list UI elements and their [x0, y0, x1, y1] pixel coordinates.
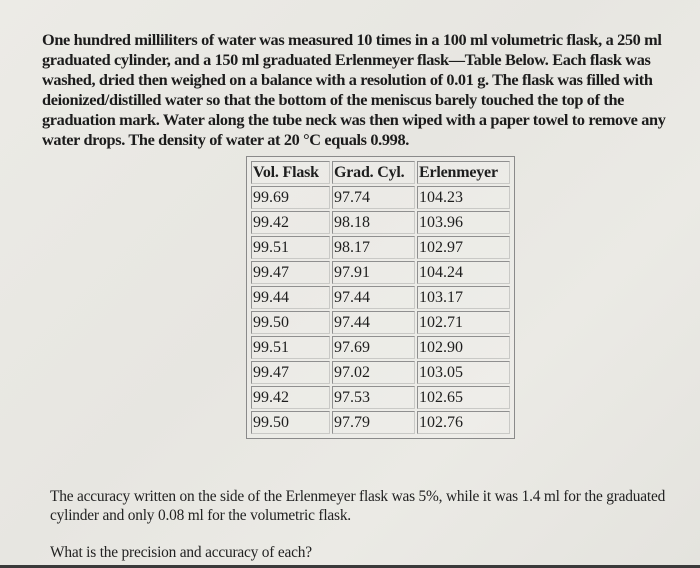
table-row	[251, 286, 510, 309]
table-row	[251, 236, 510, 259]
table-row	[251, 361, 510, 384]
table-row	[251, 261, 510, 284]
cell-erlenmeyer: 102.97	[417, 236, 510, 259]
question-paragraph: What is the precision and accuracy of each?	[50, 544, 312, 562]
cell-vol-flask: 99.69	[251, 186, 330, 209]
cell-vol-flask: 99.47	[251, 361, 330, 384]
cell-erlenmeyer: 103.05	[417, 361, 510, 384]
table-row	[251, 411, 510, 434]
cell-grad-cyl: 98.17	[332, 236, 415, 259]
intro-paragraph: One hundred milliliters of water was measured 10 times in a 100 ml volumetric flask, a 250 ml graduated cylinder, and a 150 ml graduated Erlenmeyer flask—Table Below. Each flask was washed, dried then weighed on a balance with a resolution of 0.01 g. The flask was filled with deionized/distilled water so that the bottom of the meniscus barely touched the top of the graduation mark. Water along the tube neck was then wiped with a paper towel to remove any water drops. The density of water at 20 °C equals 0.998.	[42, 30, 666, 150]
cell-erlenmeyer: 103.17	[417, 286, 510, 309]
cell-erlenmeyer: 103.96	[417, 211, 510, 234]
cell-grad-cyl: 98.18	[332, 211, 415, 234]
cell-vol-flask: 99.51	[251, 336, 330, 359]
cell-grad-cyl: 97.79	[332, 411, 415, 434]
cell-grad-cyl: 97.74	[332, 186, 415, 209]
cell-grad-cyl: 97.44	[332, 311, 415, 334]
table-row	[251, 186, 510, 209]
cell-erlenmeyer: 102.76	[417, 411, 510, 434]
cell-erlenmeyer: 102.65	[417, 386, 510, 409]
cell-vol-flask: 99.50	[251, 411, 330, 434]
cell-grad-cyl: 97.53	[332, 386, 415, 409]
cell-grad-cyl: 97.91	[332, 261, 415, 284]
table-row	[251, 211, 510, 234]
cell-vol-flask: 99.47	[251, 261, 330, 284]
cell-vol-flask: 99.42	[251, 386, 330, 409]
cell-vol-flask: 99.50	[251, 311, 330, 334]
table-row	[251, 311, 510, 334]
table-row	[251, 336, 510, 359]
cell-grad-cyl: 97.44	[332, 286, 415, 309]
measurement-table	[246, 156, 515, 439]
table-row	[251, 386, 510, 409]
header-erlenmeyer: Erlenmeyer	[417, 161, 510, 184]
table-header-row	[251, 161, 510, 184]
accuracy-paragraph: The accuracy written on the side of the Erlenmeyer flask was 5%, while it was 1.4 ml for the graduated cylinder and only 0.08 ml for the volumetric flask.	[50, 488, 666, 525]
cell-erlenmeyer: 104.23	[417, 186, 510, 209]
cell-vol-flask: 99.42	[251, 211, 330, 234]
header-vol-flask: Vol. Flask	[251, 161, 330, 184]
cell-grad-cyl: 97.02	[332, 361, 415, 384]
cell-erlenmeyer: 102.71	[417, 311, 510, 334]
cell-vol-flask: 99.44	[251, 286, 330, 309]
cell-erlenmeyer: 102.90	[417, 336, 510, 359]
cell-grad-cyl: 97.69	[332, 336, 415, 359]
cell-vol-flask: 99.51	[251, 236, 330, 259]
header-grad-cyl: Grad. Cyl.	[332, 161, 415, 184]
cell-erlenmeyer: 104.24	[417, 261, 510, 284]
